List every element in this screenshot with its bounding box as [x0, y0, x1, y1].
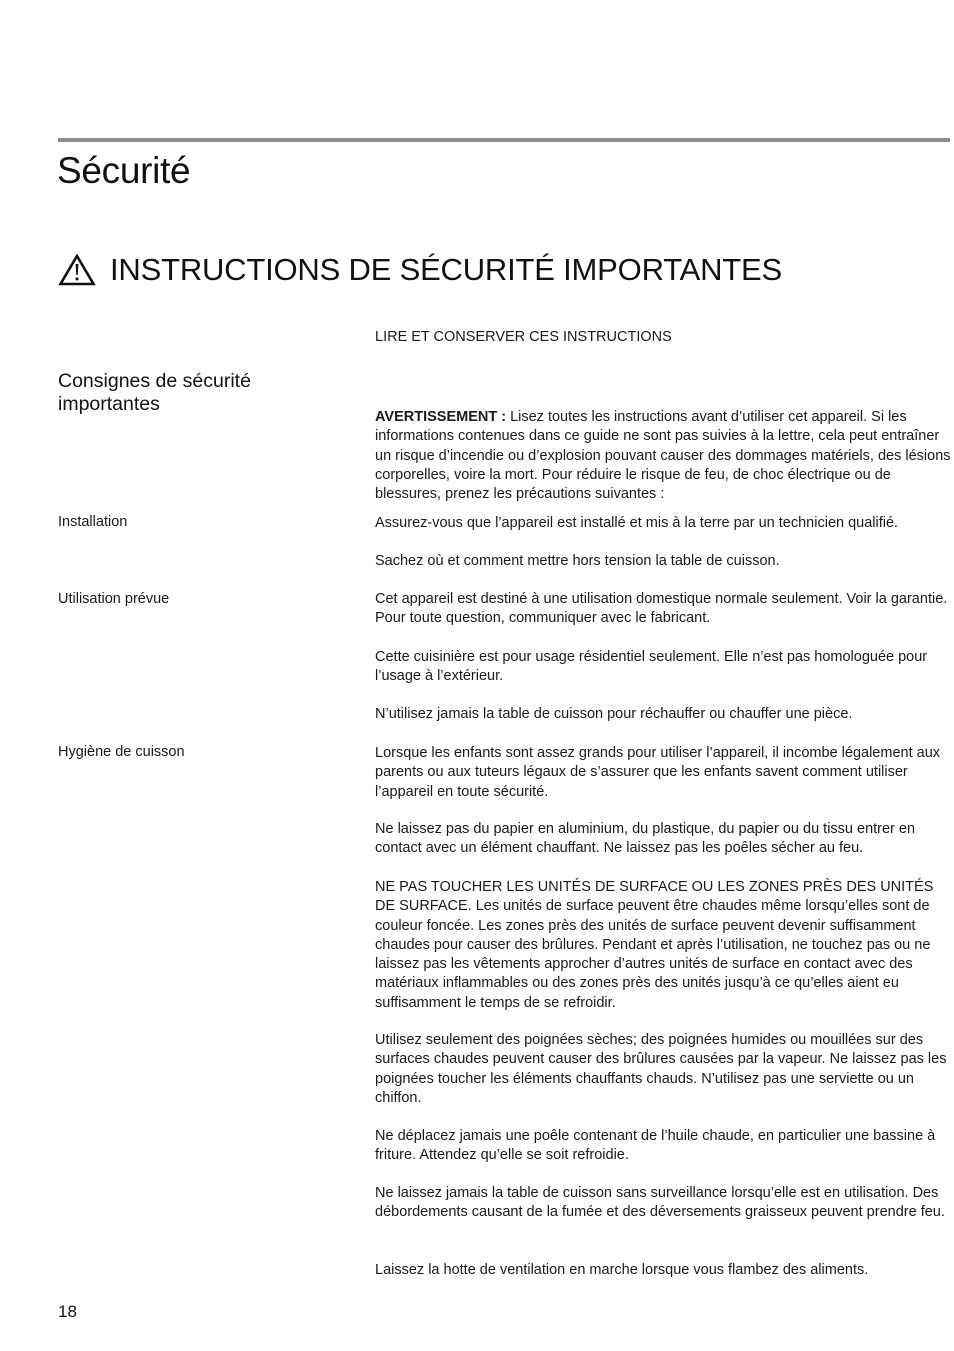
paragraph-hygiene-2: Ne laissez pas du papier en aluminium, du plastique, du papier ou du tissu entrer en contact avec un élément chauffant. Ne laissez pas les poêles sécher au feu. [375, 821, 916, 857]
read-and-keep-notice: LIRE ET CONSERVER CES INSTRUCTIONS [375, 329, 672, 345]
paragraph-hygiene-5: Ne déplacez jamais une poêle contenant de l’huile chaude, en particulier une bassine à friture. Attendez qu’elle se soit refroidie. [375, 1128, 936, 1164]
label-installation: Installation [58, 514, 128, 530]
paragraph-intended-use-3: N’utilisez jamais la table de cuisson pour réchauffer ou chauffer une pièce. [375, 706, 853, 722]
paragraph-hygiene-6: Ne laissez jamais la table de cuisson sans surveillance lorsqu’elle est en utilisation. Des débordements causant de la fumée et des déversements graisseux peuvent prendre feu. [375, 1185, 945, 1221]
page-title: Sécurité [57, 150, 191, 191]
paragraph-hygiene-7: Laissez la hotte de ventilation en marche lorsque vous flambez des aliments. [375, 1262, 869, 1278]
header-rule [58, 138, 950, 142]
paragraph-intended-use-2: Cette cuisinière est pour usage résidentiel seulement. Elle n’est pas homologuée pour l’usage à l’extérieur. [375, 649, 928, 685]
subheading: Consignes de sécurité importantes [58, 370, 251, 415]
paragraph-installation-2: Sachez où et comment mettre hors tension la table de cuisson. [375, 553, 780, 569]
paragraph-intended-use-1: Cet appareil est destiné à une utilisation domestique normale seulement. Voir la garantie. Pour toute question, communiquer avec le fabricant. [375, 591, 948, 627]
warning-label: AVERTISSEMENT : [375, 409, 507, 425]
warning-text: Lisez toutes les instructions avant d’utiliser cet appareil. Si les informations contenues dans ce guide ne sont pas suivies à la lettre, cela peut entraîner un risque d’incendie ou d’explosion pouvant causer des dommages matériels, des lésions corporelles, voire la mort. Pour réduire le risque de feu, de choc électrique ou de blessures, prenez les précautions suivantes : [375, 409, 951, 503]
paragraph-hygiene-4: Utilisez seulement des poignées sèches; des poignées humides ou mouillées sur des surfaces chaudes peuvent causer des brûlures causées par la vapeur. Ne laissez pas les poignées toucher les éléments chauffants chauds. N’utilisez pas une serviette ou un chiffon. [375, 1032, 947, 1106]
paragraph-installation-1: Assurez-vous que l’appareil est installé et mis à la terre par un technicien qualifié. [375, 515, 899, 531]
label-cooking-hygiene: Hygiène de cuisson [58, 744, 185, 760]
paragraph-hygiene-1: Lorsque les enfants sont assez grands pour utiliser l’appareil, il incombe légalement aux parents ou aux tuteurs légaux de s’assurer que les enfants savent comment utiliser l’appareil en toute sécurité. [375, 745, 941, 800]
page-number: 18 [58, 1302, 77, 1321]
warning-paragraph [375, 408, 954, 504]
section-heading [58, 252, 782, 288]
warning-triangle-icon [58, 253, 96, 287]
section-heading-text: INSTRUCTIONS DE SÉCURITÉ IMPORTANTES [110, 252, 782, 287]
label-intended-use: Utilisation prévue [58, 591, 170, 607]
paragraph-hygiene-3: NE PAS TOUCHER LES UNITÉS DE SURFACE OU LES ZONES PRÈS DES UNITÉS DE SURFACE. Les unités de surface peuvent être chaudes même lorsqu’elles sont de couleur foncée. Les zones près des unités de surface peuvent devenir suffisamment chaudes pour causer des brûlures. Pendant et après l’utilisation, ne touchez pas ou ne laissez pas les vêtements approcher d’autres unités de surface en contact avec des matériaux inflammables ou des zones près des unités jusqu’à ce qu’elles aient eu suffisamment le temps de se refroidir. [375, 879, 934, 1011]
